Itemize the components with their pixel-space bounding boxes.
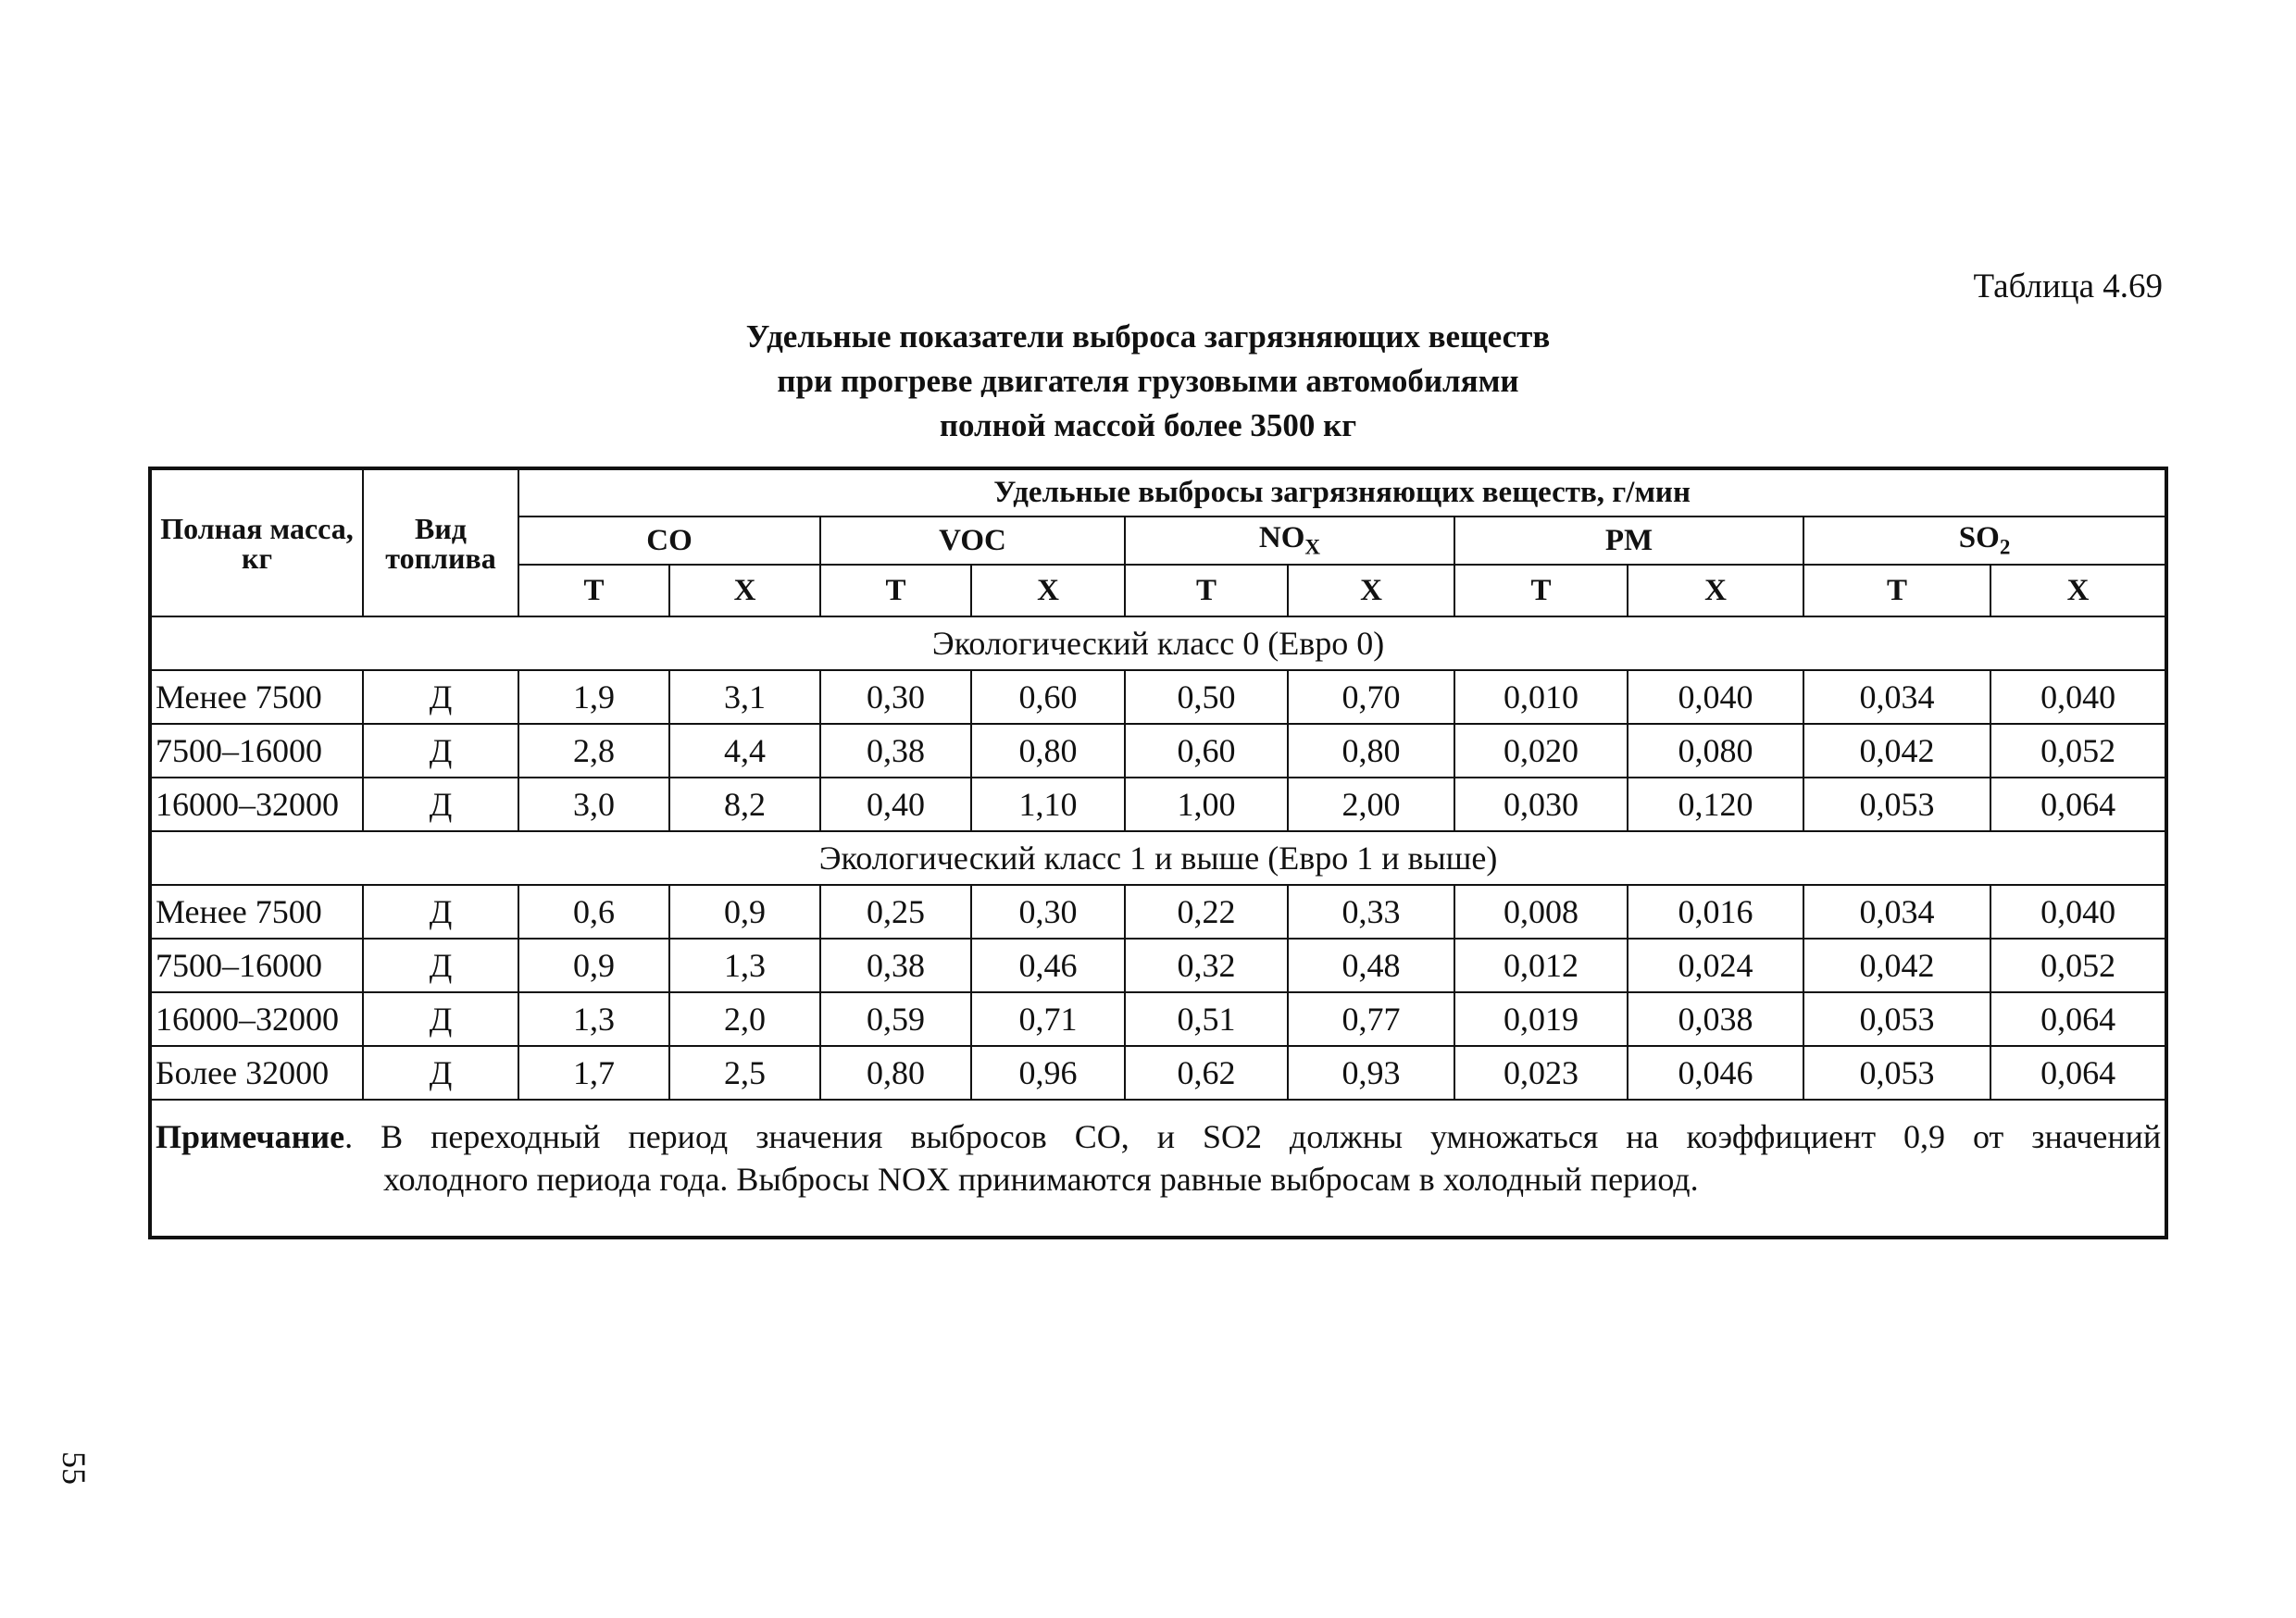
- cell-value: 0,012: [1454, 939, 1628, 992]
- header-co: CO: [518, 517, 820, 565]
- cell-value: 0,50: [1125, 670, 1288, 724]
- cell-mass: Менее 7500: [150, 885, 363, 939]
- cell-value: 0,32: [1125, 939, 1288, 992]
- cell-value: 2,8: [518, 724, 669, 778]
- table-title: [0, 315, 2296, 448]
- table-note: [150, 1100, 2166, 1238]
- cell-value: 0,040: [1990, 885, 2166, 939]
- section-title: Экологический класс 0 (Евро 0): [150, 616, 2166, 670]
- table-row: [150, 992, 2166, 1046]
- cell-value: 0,040: [1628, 670, 1803, 724]
- cell-value: 0,22: [1125, 885, 1288, 939]
- cell-mass: 7500–16000: [150, 939, 363, 992]
- header-period-x: Х: [971, 565, 1125, 616]
- cell-value: 0,77: [1288, 992, 1454, 1046]
- cell-value: 0,30: [820, 670, 971, 724]
- cell-value: 0,60: [971, 670, 1125, 724]
- cell-value: 0,038: [1628, 992, 1803, 1046]
- cell-value: 1,3: [518, 992, 669, 1046]
- cell-value: 0,053: [1803, 1046, 1990, 1100]
- cell-value: 2,0: [669, 992, 820, 1046]
- note-label: Примечание: [156, 1118, 345, 1155]
- cell-fuel: Д: [363, 778, 518, 831]
- cell-value: 0,93: [1288, 1046, 1454, 1100]
- table-number: Таблица 4.69: [1973, 268, 2163, 305]
- cell-value: 0,064: [1990, 1046, 2166, 1100]
- cell-value: 8,2: [669, 778, 820, 831]
- cell-value: 0,38: [820, 724, 971, 778]
- cell-mass: Более 32000: [150, 1046, 363, 1100]
- section-row: [150, 831, 2166, 885]
- page-number: 55: [56, 1451, 93, 1485]
- table-row: [150, 1046, 2166, 1100]
- cell-value: 1,3: [669, 939, 820, 992]
- cell-value: 0,71: [971, 992, 1125, 1046]
- header-nox: $NO_X$: [1125, 517, 1454, 565]
- cell-value: 0,034: [1803, 885, 1990, 939]
- header-period-x: Х: [1288, 565, 1454, 616]
- cell-value: 2,5: [669, 1046, 820, 1100]
- cell-value: 0,042: [1803, 939, 1990, 992]
- cell-value: 0,080: [1628, 724, 1803, 778]
- cell-value: 0,120: [1628, 778, 1803, 831]
- cell-value: 0,019: [1454, 992, 1628, 1046]
- cell-value: 0,70: [1288, 670, 1454, 724]
- section-row: [150, 616, 2166, 670]
- cell-fuel: Д: [363, 885, 518, 939]
- cell-mass: 16000–32000: [150, 778, 363, 831]
- table-row: [150, 939, 2166, 992]
- cell-value: 0,60: [1125, 724, 1288, 778]
- header-pm: PM: [1454, 517, 1803, 565]
- title-line: Удельные показатели выброса загрязняющих веществ: [745, 318, 1551, 355]
- cell-mass: Менее 7500: [150, 670, 363, 724]
- cell-value: 0,040: [1990, 670, 2166, 724]
- cell-value: 0,053: [1803, 778, 1990, 831]
- cell-fuel: Д: [363, 992, 518, 1046]
- header-period-x: Х: [669, 565, 820, 616]
- cell-value: 0,034: [1803, 670, 1990, 724]
- cell-value: 0,010: [1454, 670, 1628, 724]
- cell-value: 0,46: [971, 939, 1125, 992]
- header-period-t: Т: [518, 565, 669, 616]
- table-row: [150, 670, 2166, 724]
- cell-value: 0,016: [1628, 885, 1803, 939]
- table-row: [150, 724, 2166, 778]
- header-period-t: Т: [820, 565, 971, 616]
- cell-fuel: Д: [363, 670, 518, 724]
- cell-value: 0,59: [820, 992, 971, 1046]
- cell-value: 0,042: [1803, 724, 1990, 778]
- cell-value: 0,064: [1990, 992, 2166, 1046]
- note-line: [156, 1115, 2161, 1158]
- header-period-t: Т: [1803, 565, 1990, 616]
- header-voc: VOC: [820, 517, 1125, 565]
- table-body: [150, 616, 2166, 1100]
- cell-value: 0,046: [1628, 1046, 1803, 1100]
- cell-value: 0,62: [1125, 1046, 1288, 1100]
- cell-value: 0,38: [820, 939, 971, 992]
- cell-value: 0,80: [1288, 724, 1454, 778]
- cell-value: 0,33: [1288, 885, 1454, 939]
- cell-value: 0,024: [1628, 939, 1803, 992]
- cell-value: 0,80: [820, 1046, 971, 1100]
- cell-value: 4,4: [669, 724, 820, 778]
- cell-fuel: Д: [363, 724, 518, 778]
- cell-value: 0,052: [1990, 724, 2166, 778]
- note-line: холодного периода года. Выбросы NOX принимаются равные выбросам в холодный период.: [383, 1161, 1699, 1198]
- cell-value: 0,053: [1803, 992, 1990, 1046]
- header-period-t: Т: [1454, 565, 1628, 616]
- cell-value: 1,9: [518, 670, 669, 724]
- cell-value: 0,48: [1288, 939, 1454, 992]
- cell-fuel: Д: [363, 1046, 518, 1100]
- emissions-table: [148, 467, 2168, 1239]
- table-row: [150, 885, 2166, 939]
- header-mass: Полная масса, кг: [150, 468, 363, 616]
- header-period-x: Х: [1628, 565, 1803, 616]
- header-period-t: Т: [1125, 565, 1288, 616]
- cell-value: 0,9: [669, 885, 820, 939]
- cell-mass: 7500–16000: [150, 724, 363, 778]
- cell-value: 0,80: [971, 724, 1125, 778]
- cell-value: 0,030: [1454, 778, 1628, 831]
- header-fuel: Вид топлива: [363, 468, 518, 616]
- cell-value: 2,00: [1288, 778, 1454, 831]
- header-period-x: Х: [1990, 565, 2166, 616]
- title-line: полной массой более 3500 кг: [939, 407, 1357, 443]
- cell-value: 3,0: [518, 778, 669, 831]
- title-line: при прогреве двигателя грузовыми автомобилями: [777, 363, 1519, 399]
- header-so2: $SO_2$: [1803, 517, 2166, 565]
- cell-value: 3,1: [669, 670, 820, 724]
- cell-value: 0,052: [1990, 939, 2166, 992]
- cell-value: 1,00: [1125, 778, 1288, 831]
- cell-value: 0,020: [1454, 724, 1628, 778]
- cell-fuel: Д: [363, 939, 518, 992]
- cell-mass: 16000–32000: [150, 992, 363, 1046]
- cell-value: 0,51: [1125, 992, 1288, 1046]
- cell-value: 0,9: [518, 939, 669, 992]
- table-row: [150, 778, 2166, 831]
- note-text: . В переходный период значения выбросов CO, и SO2 должны умножаться на коэффициент 0,9 от значений: [344, 1118, 2162, 1155]
- section-title: Экологический класс 1 и выше (Евро 1 и выше): [150, 831, 2166, 885]
- cell-value: 0,008: [1454, 885, 1628, 939]
- cell-value: 0,064: [1990, 778, 2166, 831]
- cell-value: 0,30: [971, 885, 1125, 939]
- header-emissions: Удельные выбросы загрязняющих веществ, г/мин: [518, 468, 2166, 517]
- cell-value: 0,40: [820, 778, 971, 831]
- cell-value: 0,25: [820, 885, 971, 939]
- cell-value: 0,96: [971, 1046, 1125, 1100]
- cell-value: 1,7: [518, 1046, 669, 1100]
- cell-value: 1,10: [971, 778, 1125, 831]
- cell-value: 0,6: [518, 885, 669, 939]
- cell-value: 0,023: [1454, 1046, 1628, 1100]
